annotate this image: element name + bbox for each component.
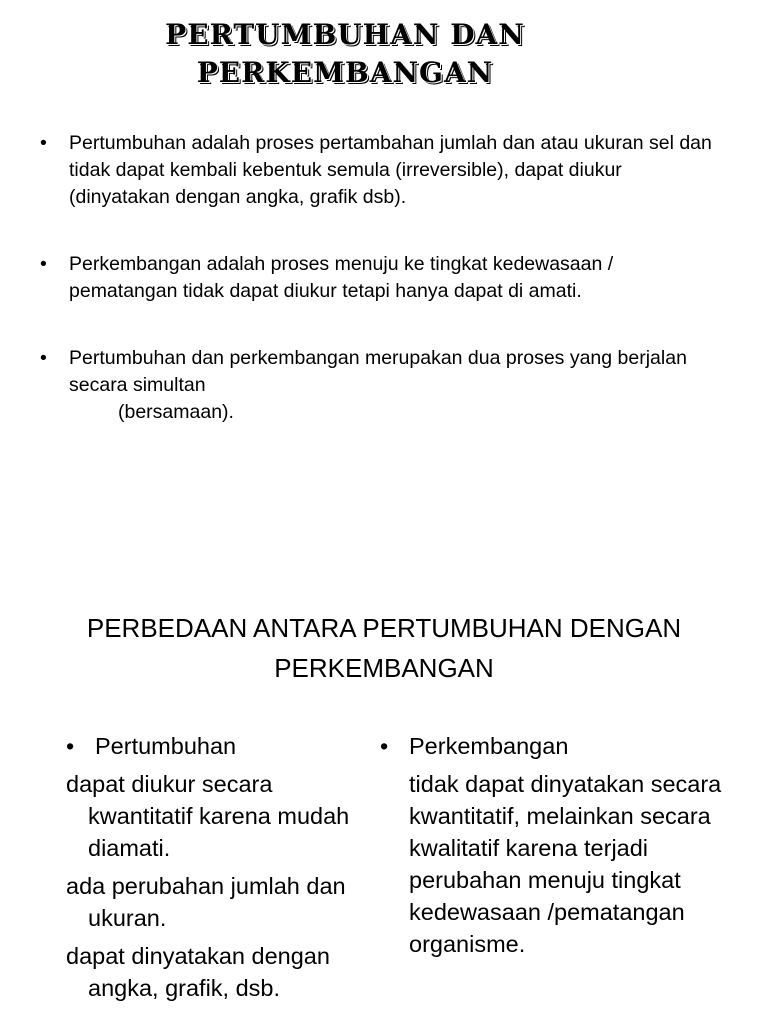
column-heading (380, 730, 740, 762)
column-pertumbuhan (66, 730, 366, 1010)
list-item-text: Perkembangan adalah proses menuju ke tingkat kedewasaan / pematangan tidak dapat diukur tetapi hanya dapat di amati. (69, 253, 614, 302)
page-title-line-1: PERTUMBUHAN DAN (165, 18, 525, 51)
list-item-pertumbuhan (40, 130, 720, 211)
list-item-continuation: (bersamaan). (118, 401, 234, 423)
column-item: dapat dinyatakan dengan angka, grafik, dsb. (66, 943, 330, 1001)
column-heading-label: Pertumbuhan (95, 733, 237, 759)
section-heading-line-1: PERBEDAAN ANTARA PERTUMBUHAN DENGAN (86, 613, 682, 643)
bullet-icon: • (380, 733, 389, 759)
list-item-text: Pertumbuhan adalah proses pertambahan jumlah dan atau ukuran sel dan tidak dapat kembali kebentuk semula (irreversible), dapat diukur (dinyatakan dengan angka, grafik dsb). (69, 132, 712, 208)
definition-list (40, 130, 720, 466)
page-title-line-2: PERKEMBANGAN (196, 56, 494, 89)
column-perkembangan (380, 730, 740, 960)
column-item: ada perubahan jumlah dan ukuran. (66, 873, 346, 931)
list-item-text: Pertumbuhan dan perkembangan merupakan dua proses yang berjalan secara simultan (69, 347, 687, 396)
column-heading (66, 730, 366, 762)
column-heading-label: Perkembangan (409, 733, 569, 759)
section-heading (0, 608, 768, 688)
bullet-icon: • (40, 253, 47, 275)
column-body: tidak dapat dinyatakan secara kwantitatif, melainkan secara kwalitatif karena terjadi perubahan menuju tingkat kedewasaan /pematangan organisme. (409, 771, 722, 957)
list-item-simultan (40, 345, 720, 426)
section-heading-line-2: PERKEMBANGAN (274, 653, 494, 683)
page-title (0, 16, 690, 92)
bullet-icon: • (40, 132, 47, 154)
bullet-icon: • (66, 733, 75, 759)
list-item-perkembangan (40, 251, 720, 305)
bullet-icon: • (40, 347, 47, 369)
column-item: dapat diukur secara kwantitatif karena mudah diamati. (66, 771, 350, 861)
